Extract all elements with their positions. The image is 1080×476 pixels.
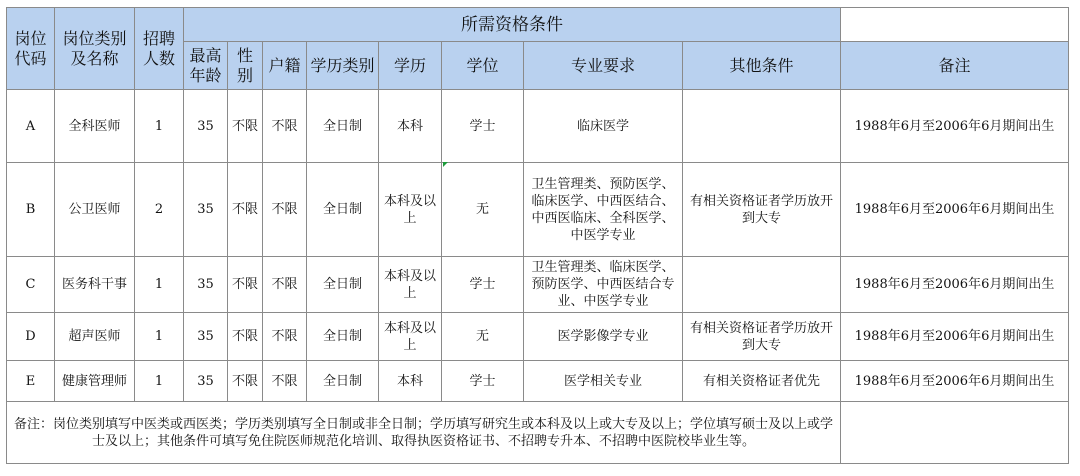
header-other: 其他条件 bbox=[683, 42, 841, 90]
header-code: 岗位代码 bbox=[7, 8, 55, 90]
cell-remark: 1988年6月至2006年6月期间出生 bbox=[841, 257, 1069, 313]
cell-hukou: 不限 bbox=[263, 90, 307, 163]
cell-count: 1 bbox=[135, 257, 184, 313]
header-hukou: 户籍 bbox=[263, 42, 307, 90]
cell-hukou: 不限 bbox=[263, 257, 307, 313]
cell-major: 医学影像学专业 bbox=[524, 313, 683, 361]
cell-major: 卫生管理类、临床医学、预防医学、中西医结合专业、中医学专业 bbox=[524, 257, 683, 313]
cell-hukou: 不限 bbox=[263, 361, 307, 402]
cell-other: 有相关资格证者学历放开到大专 bbox=[683, 163, 841, 257]
header-gender: 性别 bbox=[228, 42, 263, 90]
cell-degree: 无 bbox=[442, 163, 524, 257]
cell-count: 1 bbox=[135, 313, 184, 361]
cell-remark: 1988年6月至2006年6月期间出生 bbox=[841, 361, 1069, 402]
cell-code: A bbox=[7, 90, 55, 163]
header-blank bbox=[841, 8, 1069, 42]
footnote: 备注：岗位类别填写中医类或西医类；学历类别填写全日制或非全日制；学历填写研究生或本科及以上或大专及以上；学位填写硕士及以上或学士及以上；其他条件可填写免住院医师规范化培训、取得执医资格证书、不招聘专升本、不招聘中医院校毕业生等。 bbox=[7, 402, 841, 464]
header-degree: 学位 bbox=[442, 42, 524, 90]
cell-age: 35 bbox=[184, 361, 228, 402]
cell-other: 有相关资格证者学历放开到大专 bbox=[683, 313, 841, 361]
cell-name: 全科医师 bbox=[55, 90, 135, 163]
cell-other bbox=[683, 90, 841, 163]
cell-edu-type: 全日制 bbox=[307, 257, 379, 313]
cell-gender: 不限 bbox=[228, 257, 263, 313]
cell-edu-type: 全日制 bbox=[307, 90, 379, 163]
cell-age: 35 bbox=[184, 163, 228, 257]
cell-gender: 不限 bbox=[228, 361, 263, 402]
cell-count: 1 bbox=[135, 90, 184, 163]
cell-age: 35 bbox=[184, 90, 228, 163]
cell-other bbox=[683, 257, 841, 313]
cell-marker-icon bbox=[443, 162, 448, 167]
cell-remark: 1988年6月至2006年6月期间出生 bbox=[841, 163, 1069, 257]
table-row bbox=[7, 90, 1069, 163]
cell-name: 医务科干事 bbox=[55, 257, 135, 313]
cell-education: 本科及以上 bbox=[379, 163, 442, 257]
header-max-age: 最高年龄 bbox=[184, 42, 228, 90]
cell-code: E bbox=[7, 361, 55, 402]
cell-name: 超声医师 bbox=[55, 313, 135, 361]
cell-education: 本科及以上 bbox=[379, 313, 442, 361]
recruitment-table bbox=[6, 7, 1069, 464]
cell-gender: 不限 bbox=[228, 313, 263, 361]
header-education: 学历 bbox=[379, 42, 442, 90]
cell-name: 公卫医师 bbox=[55, 163, 135, 257]
table-row bbox=[7, 313, 1069, 361]
header-count: 招聘人数 bbox=[135, 8, 184, 90]
table-row bbox=[7, 361, 1069, 402]
cell-age: 35 bbox=[184, 313, 228, 361]
cell-code: B bbox=[7, 163, 55, 257]
cell-degree: 无 bbox=[442, 313, 524, 361]
cell-education: 本科 bbox=[379, 361, 442, 402]
cell-code: C bbox=[7, 257, 55, 313]
cell-education: 本科 bbox=[379, 90, 442, 163]
cell-major: 临床医学 bbox=[524, 90, 683, 163]
header-major: 专业要求 bbox=[524, 42, 683, 90]
header-remarks: 备注 bbox=[841, 42, 1069, 90]
cell-major: 医学相关专业 bbox=[524, 361, 683, 402]
cell-major: 卫生管理类、预防医学、临床医学、中西医结合、中西医临床、全科医学、中医学专业 bbox=[524, 163, 683, 257]
cell-count: 2 bbox=[135, 163, 184, 257]
cell-degree: 学士 bbox=[442, 257, 524, 313]
cell-name: 健康管理师 bbox=[55, 361, 135, 402]
table-row bbox=[7, 257, 1069, 313]
cell-hukou: 不限 bbox=[263, 313, 307, 361]
cell-education: 本科及以上 bbox=[379, 257, 442, 313]
cell-gender: 不限 bbox=[228, 163, 263, 257]
header-qualifications: 所需资格条件 bbox=[184, 8, 841, 42]
cell-edu-type: 全日制 bbox=[307, 361, 379, 402]
footnote-blank bbox=[841, 402, 1069, 464]
cell-edu-type: 全日制 bbox=[307, 313, 379, 361]
cell-other: 有相关资格证者优先 bbox=[683, 361, 841, 402]
cell-gender: 不限 bbox=[228, 90, 263, 163]
header-category: 岗位类别及名称 bbox=[55, 8, 135, 90]
cell-edu-type: 全日制 bbox=[307, 163, 379, 257]
cell-degree: 学士 bbox=[442, 90, 524, 163]
cell-age: 35 bbox=[184, 257, 228, 313]
cell-hukou: 不限 bbox=[263, 163, 307, 257]
cell-code: D bbox=[7, 313, 55, 361]
cell-count: 1 bbox=[135, 361, 184, 402]
cell-remark: 1988年6月至2006年6月期间出生 bbox=[841, 90, 1069, 163]
cell-degree: 学士 bbox=[442, 361, 524, 402]
header-edu-type: 学历类别 bbox=[307, 42, 379, 90]
table-row bbox=[7, 163, 1069, 257]
cell-remark: 1988年6月至2006年6月期间出生 bbox=[841, 313, 1069, 361]
